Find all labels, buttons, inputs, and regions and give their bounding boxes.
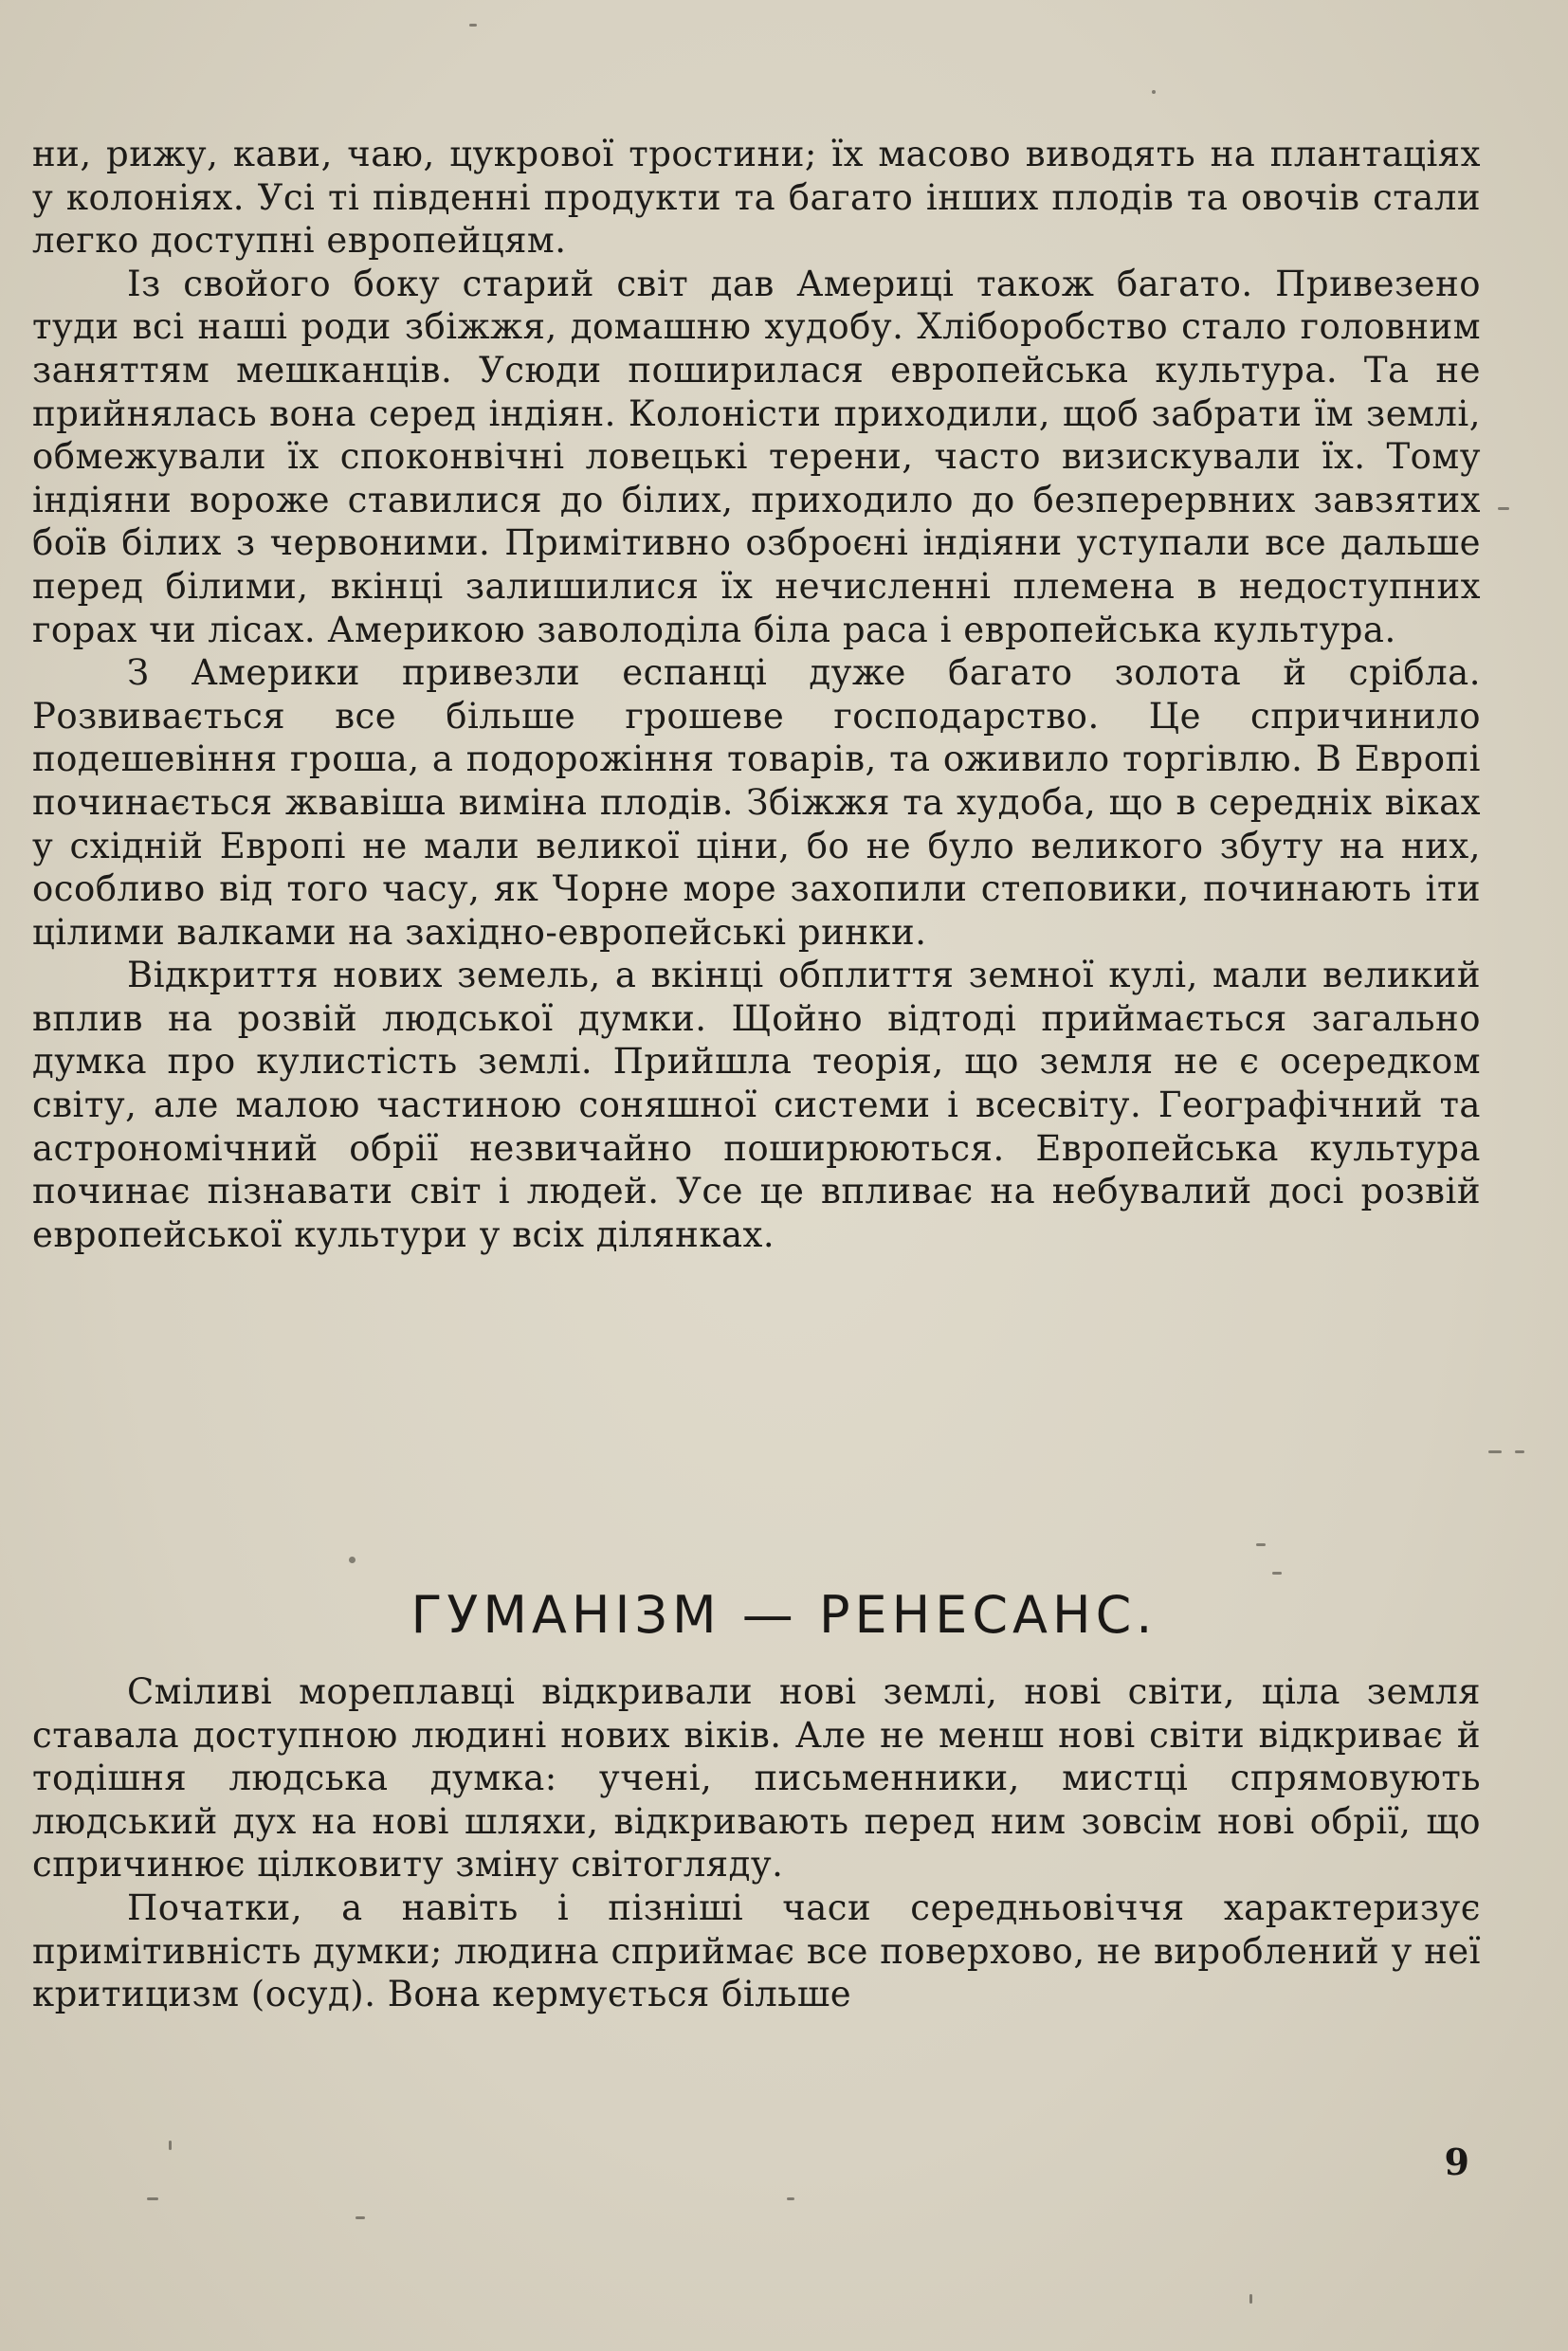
paragraph-gold-silver: З Америки привезли еспанці дуже багато золота й срібла. Розвивається все більше грошеве господарство. Це спричинило подешевіння гроша, а подорожіння товарів, та оживило торгівлю. В Европі починається жвавіша виміна плодів. Збіжжя та худоба, що в середніх віках у східній Европі не мали великої ціни, бо не було великого збуту на них, особливо від того часу, як Чорне море захопили степовики, починають іти цілими валками на західно-европейські ринки. [32,652,1481,953]
paragraph-continuation: ни, рижу, кави, чаю, цукрової тростини; їх масово виводять на плантаціях у колоніях. Усі ті південні продукти та багато інших плодів та овочів стали легко доступні европейцям. [32,134,1481,262]
paragraph-middle-ages: Початки, а навіть і пізніші часи середньовіччя характеризує примітивність думки; людина сприймає все поверхово, не вироблений у неї критицизм (осуд). Вона кермується більше [32,1886,1481,2015]
body-text-section-1 [32,133,1481,1256]
paragraph-old-world: Із свойого боку старий світ дав Америці також багато. Привезено туди всі наші роди збіжжя, домашню худобу. Хліборобство стало головним заняттям мешканців. Усюди поширилася европейська культура. Та не прийнялась вона серед індіян. Колоністи приходили, щоб забрати їм землі, обмежували їх споконвічні ловецькі терени, часто визискували їх. Тому індіяни вороже ставилися до білих, приходило до безперервних завзятих боїв білих з червоними. Примітивно озброєні індіяни уступали все дальше перед білими, вкінці залишилися їх нечисленні племена в недоступних горах чи лісах. Америкою заволоділа біла раса і европейська культура. [32,263,1481,650]
paper-speck [787,2197,794,2200]
section-heading: ГУМАНІЗМ — РЕНЕСАНС. [410,1585,1158,1645]
paragraph-navigators: Сміливі мореплавці відкривали нові землі, нові світи, ціла земля ставала доступною людині нових віків. Але не менш нові світи відкриває й тодішня людська думка: учені, письменники, мистці спрямовують людський дух на нові шляхи, відкривають перед ним зовсім нові обрії, що спричинює цілковиту зміну світогляду. [32,1671,1481,1886]
paper-speck [1249,2294,1252,2304]
paragraph-discovery-influence: Відкриття нових земель, а вкінці обплиття земної кулі, мали великий вплив на розвій людської думки. Щойно відтоді приймається загально думка про кулистість землі. Прийшла теорія, що земля не є осередком світу, але малою частиною соняшної системи і всесвіту. Географічний та астрономічний обрії незвичайно поширюються. Европейська культура починає пізнавати світ і людей. Усе це впливає на небувалий досі розвій европейської культури у всіх ділянках. [32,955,1481,1255]
paper-speck [1515,1450,1524,1453]
paper-speck [1498,507,1509,510]
paper-speck [1256,1543,1266,1546]
page-number: 9 [1444,2141,1469,2183]
paper-speck [356,2216,365,2219]
paper-speck [169,2141,172,2150]
paper-speck [147,2197,158,2200]
paper-speck [469,24,477,27]
paper-speck [1272,1572,1282,1575]
paper-speck [349,1557,356,1563]
paper-speck [1152,90,1156,94]
paper-speck [1488,1450,1502,1453]
body-text-section-2 [32,1670,1481,2016]
